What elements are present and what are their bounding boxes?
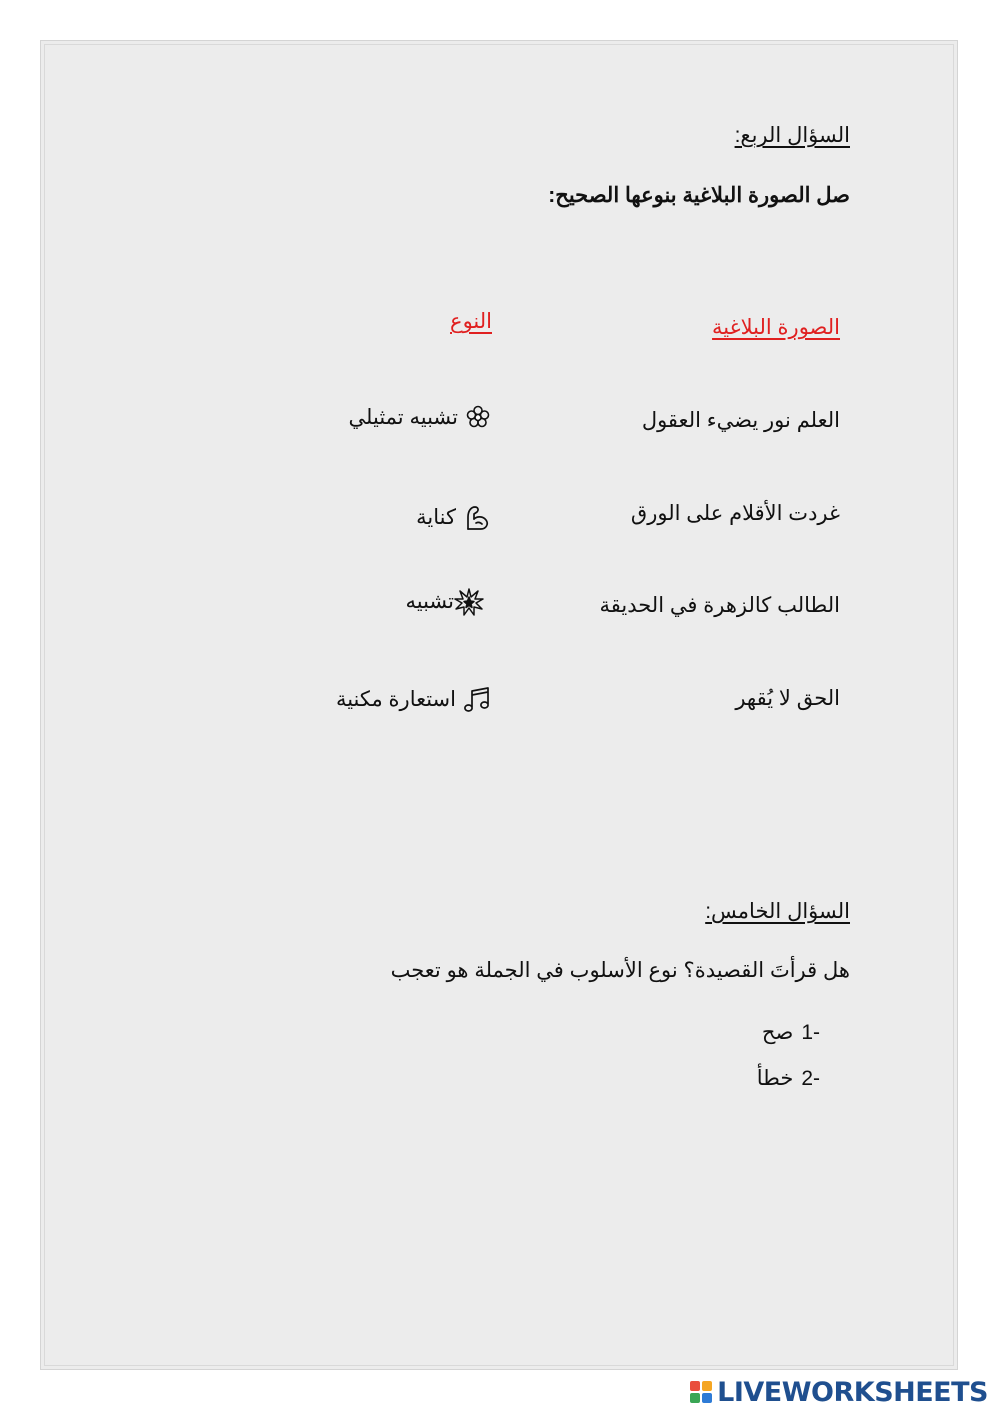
arm-icon	[462, 503, 492, 533]
question-4-instruction: صل الصورة البلاغية بنوعها الصحيح:	[548, 184, 850, 207]
option-2-label: خطأ	[756, 1067, 794, 1090]
option-true[interactable]	[762, 1020, 820, 1046]
match-item-2[interactable]: غردت الأقلام على الورق	[630, 502, 840, 525]
logo-square-blue	[702, 1393, 712, 1403]
option-1-label: صح	[761, 1021, 794, 1044]
column-header-type: النوع	[450, 310, 492, 333]
question-4-title: السؤال الربع:	[734, 124, 850, 147]
logo-square-red	[690, 1381, 700, 1391]
explosion-icon	[454, 587, 484, 617]
logo-square-green	[690, 1393, 700, 1403]
match-target-1-label: تشبيه تمثيلي	[348, 406, 458, 429]
logo-mark-icon	[690, 1381, 712, 1403]
match-item-1[interactable]: العلم نور يضيء العقول	[641, 409, 840, 432]
match-item-4[interactable]: الحق لا يُقهر	[735, 687, 840, 710]
option-1-number: 1-	[801, 1021, 820, 1044]
match-target-2-label: كناية	[416, 506, 456, 529]
match-target-4-label: استعارة مكنية	[335, 688, 456, 711]
liveworksheets-logo	[690, 1374, 988, 1410]
match-item-3[interactable]: الطالب كالزهرة في الحديقة	[599, 594, 840, 617]
question-5-text: هل قرأتَ القصيدة؟ نوع الأسلوب في الجملة هو تعجب	[390, 959, 850, 982]
logo-square-orange	[702, 1381, 712, 1391]
match-target-2[interactable]	[416, 503, 492, 533]
music-note-icon	[462, 685, 492, 715]
option-false[interactable]	[757, 1066, 820, 1092]
match-target-3-label: تشبيه	[405, 590, 454, 613]
column-header-image: الصورة البلاغية	[712, 316, 840, 339]
logo-wordmark: LIVEWORKSHEETS	[717, 1376, 988, 1408]
option-2-number: 2-	[801, 1067, 820, 1090]
flower-icon	[464, 404, 492, 432]
match-target-3[interactable]	[405, 587, 484, 617]
match-target-1[interactable]	[349, 404, 492, 432]
question-5-title: السؤال الخامس:	[705, 900, 850, 923]
match-target-4[interactable]	[336, 685, 492, 715]
